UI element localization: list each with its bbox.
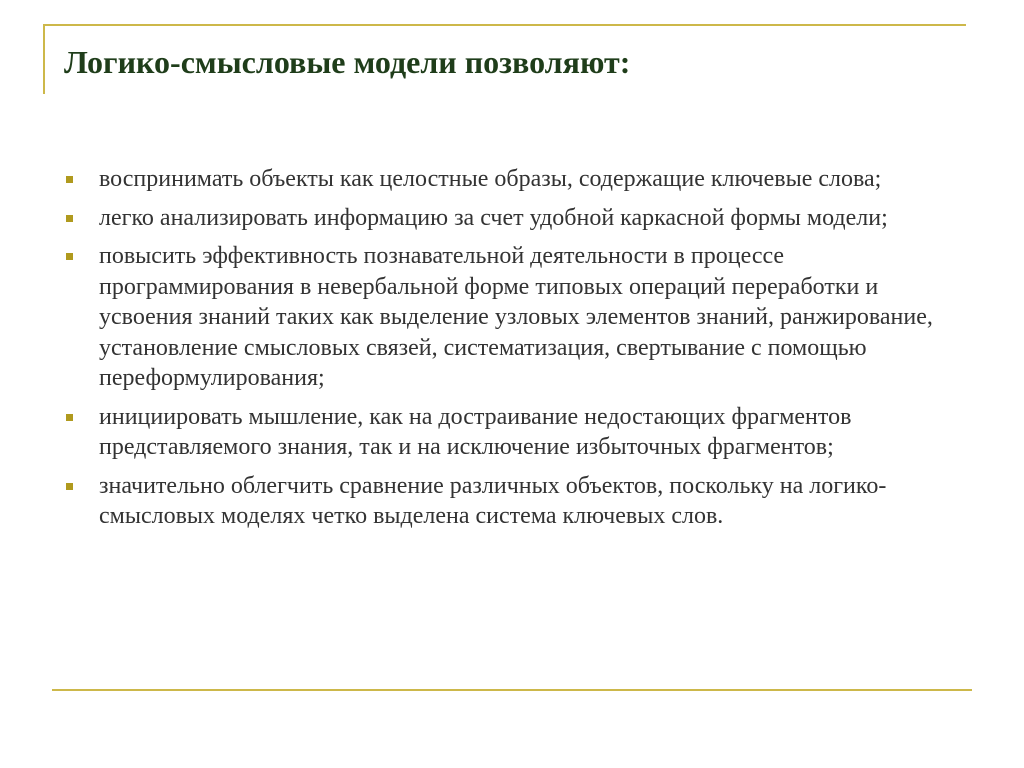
bullet-text: воспринимать объекты как целостные образы, содержащие ключевые слова; [99,166,882,192]
square-bullet-icon [66,253,73,260]
title-side-rule [43,24,45,94]
top-rule [44,24,966,26]
square-bullet-icon [66,483,73,490]
square-bullet-icon [66,215,73,222]
bullet-item-2 [66,203,956,234]
square-bullet-icon [66,414,73,421]
bottom-rule [52,689,972,691]
slide-title: Логико-смысловые модели позволяют: [64,44,631,80]
bullet-item-1 [66,164,956,195]
bullet-item-4 [66,402,956,463]
bullet-item-5 [66,471,956,532]
bullet-text: значительно облегчить сравнение различных объектов, поскольку на логико-смысловых моделях четко выделена система ключевых слов. [99,472,887,529]
bullet-text: инициировать мышление, как на достраивание недостающих фрагментов представляемого знания, так и на исключение избыточных фрагментов; [99,403,852,460]
bullet-item-3 [66,241,956,394]
bullet-text: легко анализировать информацию за счет удобной каркасной формы модели; [99,204,888,231]
square-bullet-icon [66,176,73,183]
bullet-text: повысить эффективность познавательной деятельности в процессе программирования в невербальной форме типовых операций переработки и усвоения знаний таких как выделение узловых элементов знаний, ранжирование, установление смысловых связей, систематизация, свертывание с помощью переформулирования; [99,243,933,391]
bullet-list [66,164,956,540]
